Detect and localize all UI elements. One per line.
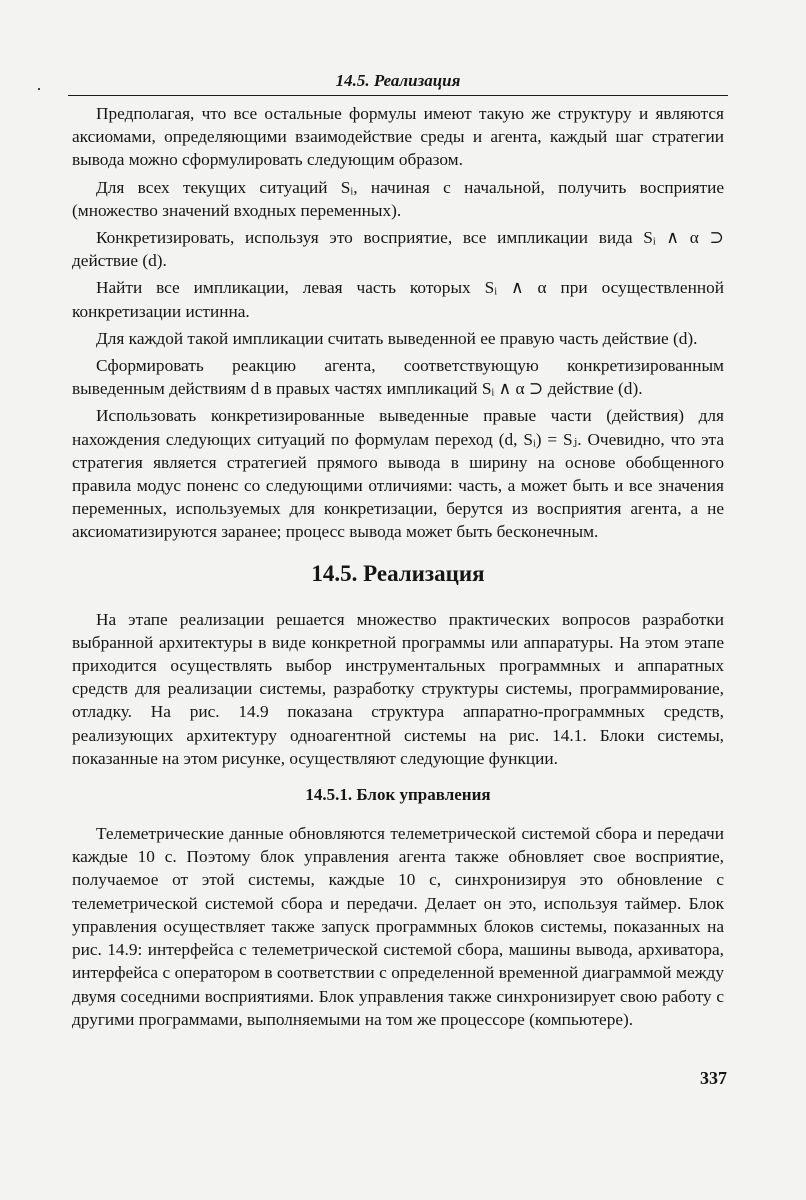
section-title: 14.5. Реализация [311, 560, 485, 586]
intro-paragraph-7: Использовать конкретизированные выведенные правые части (действия) для нахождения следующих ситуаций по формулам переход (d, Sᵢ) = Sⱼ. Очевидно, что эта стратегия является стратегией прямого вывода в ширину на основе обобщенного правила модус поненс со следующими отличиями: часть, а может быть и все значения переменных, используемых для конкретизации, берутся из восприятия агента, а не аксиоматизируются заранее; процесс вывода может быть бесконечным. [72, 406, 724, 542]
intro-paragraph-3: Конкретизировать, используя это восприятие, все импликации вида Sᵢ ∧ α ⊃ действие (d). [72, 228, 724, 271]
intro-paragraph-2: Для всех текущих ситуаций Sᵢ, начиная с начальной, получить восприятие (множество значений входных переменных). [72, 177, 724, 220]
section-paragraph: На этапе реализации решается множество практических вопросов разработки выбранной архитектуры в виде конкретной программы или аппаратуры. На этом этапе приходится осуществлять выбор инструментальных программных и аппаратных средств для реализации системы, разработку структуры системы, программирование, отладку. На рис. 14.9 показана структура аппаратно-программных средств, реализующих архитектуру одноагентной системы на рис. 14.1. Блоки системы, показанные на этом рисунке, осуществляют следующие функции. [72, 609, 724, 768]
book-page [72, 70, 724, 1035]
intro-paragraph-6: Сформировать реакцию агента, соответствующую конкретизированным выведенным действиям d в правых частях импликаций Sᵢ ∧ α ⊃ действие (d). [72, 356, 724, 399]
subsection-paragraph: Телеметрические данные обновляются телеметрической системой сбора и передачи каждые 10 с. Поэтому блок управления агента также обновляет свое восприятие, получаемое от этой системы, каждые 10 с, синхронизируя это обновление с телеметрической системой сбора и передачи. Делает он это, используя таймер. Блок управления осуществляет также запуск программных блоков системы, показанных на рис. 14.9: интерфейса с телеметрической системой сбора, машины вывода, архиватора, интерфейса с оператором в соответствии с определенной временной диаграммой между двумя соседними восприятиями. Блок управления также синхронизирует свою работу с другими программами, выполняемыми на том же процессоре (компьютере). [72, 824, 724, 1029]
running-head: 14.5. Реализация [68, 70, 728, 96]
intro-paragraph-1: Предполагая, что все остальные формулы имеют такую же структуру и являются аксиомами, определяющими взаимодействие среды и агента, каждый шаг стратегии вывода можно сформулировать следующим образом. [72, 104, 724, 170]
stray-mark [38, 88, 40, 90]
intro-text [72, 102, 724, 544]
intro-paragraph-5: Для каждой такой импликации считать выведенной ее правую часть действие (d). [96, 328, 698, 348]
intro-paragraph-4: Найти все импликации, левая часть которых Sᵢ ∧ α при осуществленной конкретизации истинна. [72, 278, 724, 321]
page-number: 337 [700, 1068, 727, 1088]
subsection-title: 14.5.1. Блок управления [305, 785, 491, 805]
